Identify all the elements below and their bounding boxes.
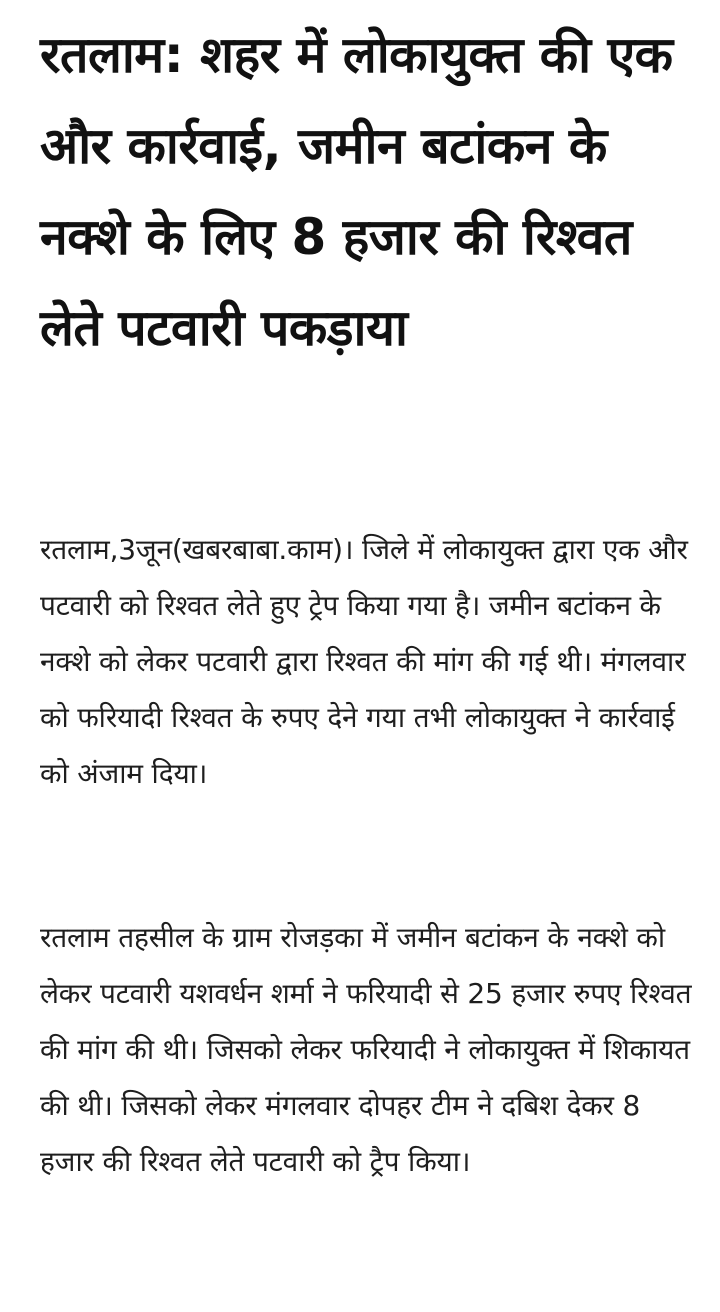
article-paragraph-2: रतलाम तहसील के ग्राम रोजड़का में जमीन बटांकन के नक्शे को लेकर पटवारी यशवर्धन शर्मा ने फरियादी से 25 हजार रुपए रिश्वत की मांग की थी। जिसको लेकर फरियादी ने लोकायुक्त में शिकायत की थी। जिसको लेकर मंगलवार दोपहर टीम ने दबिश देकर 8 हजार की रिश्वत लेते पटवारी को ट्रैप किया। (40, 921, 692, 1178)
article-paragraph-1: रतलाम,3जून(खबरबाबा.काम)। जिले में लोकायुक्त द्वारा एक और पटवारी को रिश्वत लेते हुए ट्रेप किया गया है। जमीन बटांकन के नक्शे को लेकर पटवारी द्वारा रिश्वत की मांग की गई थी। मंगलवार को फरियादी रिश्वत के रुपए देने गया तभी लोकायुक्त ने कार्रवाई को अंजाम दिया। (40, 533, 688, 790)
article-headline: रतलाम: शहर में लोकायुक्त की एक और कार्रवाई, जमीन बटांकन के नक्शे के लिए 8 हजार की रिश्वत लेते पटवारी पकड़ाया (40, 26, 673, 357)
news-article (40, 0, 700, 1178)
